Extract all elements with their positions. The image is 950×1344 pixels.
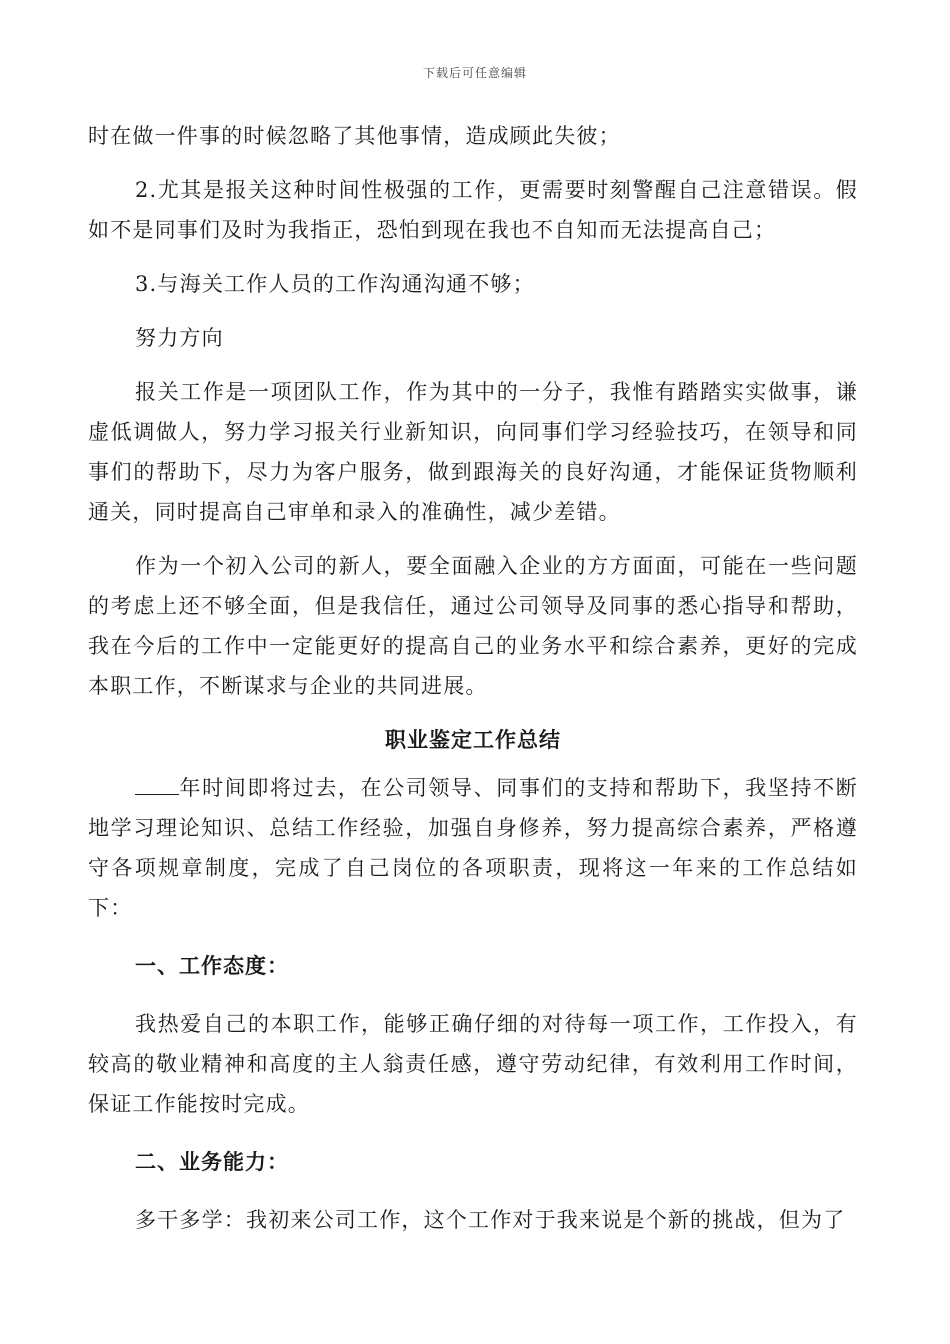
- paragraph-work-attitude: 我热爱自己的本职工作，能够正确仔细的对待每一项工作，工作投入，有较高的敬业精神和高度的主人翁责任感，遵守劳动纪律，有效利用工作时间，保证工作能按时完成。: [88, 1012, 858, 1116]
- heading-business-ability: 二、业务能力：: [135, 1149, 289, 1174]
- paragraph-effort-direction: 努力方向: [135, 326, 224, 350]
- intro-text: 年时间即将过去，在公司领导、同事们的支持和帮助下，我坚持不断地学习理论知识、总结工作经验，加强自身修养，努力提高综合素养，严格遵守各项规章制度，完成了自己岗位的各项职责，现将这一年来的工作总结如下：: [88, 776, 858, 920]
- year-blank: [135, 772, 179, 795]
- paragraph-point-2: 2.尤其是报关这种时间性极强的工作，更需要时刻警醒自己注意错误。假如不是同事们及时为我指正，恐怕到现在我也不自知而无法提高自己；: [88, 178, 858, 242]
- paragraph-point-3: 3.与海关工作人员的工作沟通沟通不够；: [135, 272, 535, 296]
- paragraph-business-ability: 多干多学：我初来公司工作，这个工作对于我来说是个新的挑战，但为了: [135, 1208, 846, 1232]
- heading-work-attitude: 一、工作态度：: [135, 953, 289, 978]
- document-body: [88, 116, 858, 1254]
- paragraph-intro: [88, 768, 858, 928]
- section-title: 职业鉴定工作总结: [385, 727, 561, 752]
- paragraph-continuation: 时在做一件事的时候忽略了其他事情，造成顾此失彼；: [88, 124, 621, 148]
- header-note: 下载后可任意编辑: [422, 66, 527, 80]
- paragraph-customs-work: 报关工作是一项团队工作，作为其中的一分子，我惟有踏踏实实做事，谦虚低调做人，努力学习报关行业新知识，向同事们学习经验技巧，在领导和同事们的帮助下，尽力为客户服务，做到跟海关的良好沟通，才能保证货物顺利通关，同时提高自己审单和录入的准确性，减少差错。: [88, 380, 858, 524]
- paragraph-new-employee: 作为一个初入公司的新人，要全面融入企业的方方面面，可能在一些问题的考虑上还不够全面，但是我信任，通过公司领导及同事的悉心指导和帮助，我在今后的工作中一定能更好的提高自己的业务水平和综合素养，更好的完成本职工作，不断谋求与企业的共同进展。: [88, 554, 858, 698]
